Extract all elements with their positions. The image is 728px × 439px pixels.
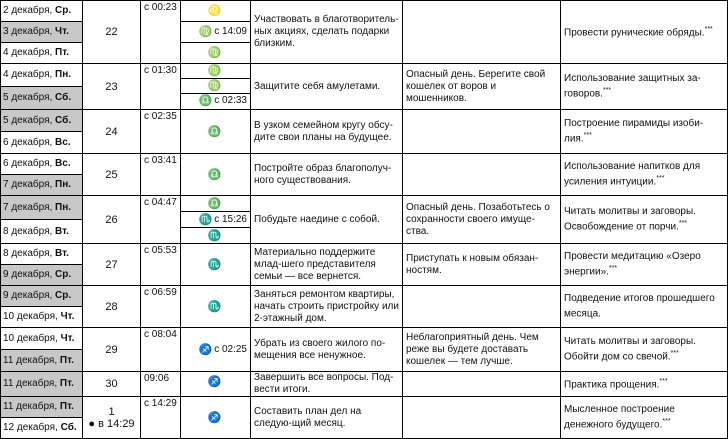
date-day: 2 декабря <box>3 5 50 16</box>
zodiac-sign-entry <box>181 286 250 327</box>
date-day: 5 декабря <box>3 114 50 126</box>
warning-text: Опасный день. Позаботьтесь о сохранности своего имуще-ства. <box>406 201 550 237</box>
zodiac-sign-entry <box>181 372 250 392</box>
date-day: 4 декабря <box>3 47 50 58</box>
date-weekday: Чт. <box>60 311 75 322</box>
lunar-day-number <box>83 397 141 439</box>
practice-cell <box>561 372 728 397</box>
zodiac-icon: ♎ <box>207 197 222 210</box>
zodiac-icon: ♏ <box>207 258 222 271</box>
warning-cell <box>403 328 561 372</box>
zodiac-icon: ♌ <box>207 5 222 17</box>
date-day: 8 декабря <box>3 225 50 237</box>
advice-text: Защитите себя амулетами. <box>254 80 381 92</box>
zodiac-icon: ♐ <box>207 376 222 388</box>
moon-sign-cell <box>181 64 251 110</box>
date-cell: 10 декабря, Чт. <box>1 307 83 328</box>
lunar-day-value: 25 <box>105 168 118 181</box>
practice-cell <box>561 110 728 154</box>
warning-cell <box>403 372 561 397</box>
sign-change-time: с 14:09 <box>214 26 247 37</box>
lunar-day-number <box>83 328 141 372</box>
date-day: 11 декабря <box>3 378 55 389</box>
warning-cell <box>403 244 561 286</box>
warning-cell <box>403 397 561 439</box>
date-cell: 9 декабря, Ср. <box>1 265 83 286</box>
table-row <box>1 1 728 22</box>
advice-cell <box>251 397 403 439</box>
practice-cell <box>561 64 728 110</box>
table-row <box>1 328 728 350</box>
lunar-day-number <box>83 154 141 196</box>
advice-text: Материально поддержите млад-шего представителя семьи — все вернется. <box>254 246 376 282</box>
date-weekday: Чт. <box>60 332 75 344</box>
date-cell: 5 декабря, Сб. <box>1 110 83 132</box>
practice-cell <box>561 154 728 196</box>
date-day: 11 декабря <box>3 354 55 366</box>
practice-text: Практика прощения. <box>564 379 660 391</box>
moon-sign-cell <box>181 154 251 196</box>
date-weekday: Вт. <box>55 248 69 259</box>
warning-cell <box>403 110 561 154</box>
advice-cell <box>251 64 403 110</box>
date-weekday: Ср. <box>55 269 72 280</box>
practice-text: Провести рунические обряды. <box>564 27 705 39</box>
zodiac-icon: ♎ <box>207 125 222 138</box>
advice-text: Завершить все вопросы. Под-вести итоги. <box>254 372 394 395</box>
warning-cell <box>403 196 561 244</box>
lunar-day-start <box>141 110 181 154</box>
advice-cell <box>251 244 403 286</box>
advice-text: Постройте образ благополуч-ного существования. <box>254 162 392 186</box>
date-weekday: Сб. <box>55 92 72 103</box>
date-day: 7 декабря <box>3 179 50 190</box>
start-time: с 01:30 <box>144 65 177 76</box>
practice-cell <box>561 196 728 244</box>
start-time: с 04:47 <box>144 197 177 208</box>
date-cell: 7 декабря, Пн. <box>1 196 83 220</box>
advice-cell <box>251 286 403 328</box>
zodiac-sign-entry <box>181 64 250 79</box>
lunar-day-number <box>83 244 141 286</box>
date-weekday: Сб. <box>55 114 72 126</box>
date-cell: 2 декабря, Ср. <box>1 1 83 22</box>
moon-sign-cell <box>181 397 251 439</box>
lunar-day-start <box>141 1 181 64</box>
moon-sign-cell <box>181 286 251 328</box>
lunar-day-value: 30 <box>105 378 118 390</box>
advice-text: В узком семейном кругу обсу-дите свои планы на будущее. <box>254 119 393 143</box>
date-cell: 9 декабря, Ср. <box>1 286 83 307</box>
moon-sign-cell <box>181 372 251 397</box>
practice-text: Подведение итогов прошедшего месяца. <box>564 292 715 320</box>
table-row <box>1 397 728 418</box>
date-cell: 4 декабря, Пн. <box>1 64 83 87</box>
moon-sign-cell <box>181 1 251 64</box>
zodiac-icon: ♏ <box>207 229 222 242</box>
lunar-day-start <box>141 328 181 372</box>
zodiac-sign-entry <box>181 79 250 94</box>
zodiac-sign-entry <box>181 196 250 212</box>
date-weekday: Вт. <box>55 225 69 237</box>
moon-sign-cell <box>181 244 251 286</box>
warning-text: Неблагоприятный день. Чем реже вы будете доставать кошелек — тем лучше. <box>406 331 539 367</box>
date-day: 10 декабря <box>3 311 56 322</box>
practice-text: Использование защитных за-говоров. <box>564 72 701 100</box>
zodiac-icon: ♍ <box>207 80 222 92</box>
zodiac-sign-entry <box>181 22 250 43</box>
table-row <box>1 196 728 220</box>
practice-text: Построение пирамиды изоби-лия. <box>564 117 704 145</box>
advice-text: Убрать из своего жилого по-мещения все ненужное. <box>254 337 386 361</box>
lunar-day-start <box>141 154 181 196</box>
start-time: 09:06 <box>144 373 170 384</box>
warning-cell <box>403 64 561 110</box>
table-row <box>1 64 728 87</box>
table-row <box>1 286 728 307</box>
date-cell: 10 декабря, Чт. <box>1 328 83 350</box>
date-weekday: Пт. <box>59 378 74 389</box>
date-weekday: Вс. <box>55 136 71 148</box>
date-weekday: Пн. <box>55 179 72 190</box>
date-day: 8 декабря <box>3 248 50 259</box>
advice-text: Заняться ремонтом квартиры, начать строить пристройку или 2-этажный дом. <box>254 288 399 324</box>
lunar-day-start <box>141 196 181 244</box>
zodiac-sign-entry <box>181 43 250 63</box>
lunar-day-number <box>83 196 141 244</box>
footnote-marker: *** <box>608 264 618 272</box>
date-cell: 6 декабря, Вс. <box>1 132 83 154</box>
lunar-day-start <box>141 64 181 110</box>
zodiac-sign-entry <box>181 1 250 22</box>
zodiac-icon: ♍ <box>207 47 222 59</box>
zodiac-icon: ♏ <box>198 213 213 226</box>
zodiac-icon: ♐ <box>198 343 213 356</box>
advice-text: Участвовать в благотворитель-ных акциях, сделать подарки близким. <box>254 14 399 49</box>
sign-change-time: с 02:25 <box>214 343 247 355</box>
date-weekday: Ср. <box>55 290 72 301</box>
date-day: 12 декабря <box>3 422 56 433</box>
date-cell: 3 декабря, Чт. <box>1 22 83 43</box>
lunar-day-number <box>83 110 141 154</box>
footnote-marker: *** <box>678 219 688 227</box>
lunar-day-number <box>83 1 141 64</box>
practice-text: Читать молитвы и заговоры. Освобождение от порчи. <box>564 205 696 233</box>
warning-cell <box>403 154 561 196</box>
lunar-day-value: 23 <box>105 80 118 93</box>
date-day: 10 декабря <box>3 332 56 344</box>
practice-text: Читать молитвы и заговоры. Обойти дом со свечой. <box>564 335 696 363</box>
date-cell: 12 декабря, Сб. <box>1 418 83 439</box>
advice-text: Побудьте наедине с собой. <box>254 213 380 225</box>
warning-cell <box>403 286 561 328</box>
lunar-day-number <box>83 286 141 328</box>
date-cell: 11 декабря, Пт. <box>1 372 83 397</box>
zodiac-sign-entry <box>181 228 250 243</box>
lunar-day-value: 1 <box>108 405 115 418</box>
advice-cell <box>251 110 403 154</box>
moon-sign-cell <box>181 196 251 244</box>
date-weekday: Вс. <box>55 158 71 169</box>
lunar-day-value: 26 <box>105 213 118 226</box>
start-time: с 02:35 <box>144 111 177 122</box>
zodiac-sign-entry <box>181 154 250 195</box>
practice-cell <box>561 328 728 372</box>
lunar-day-start <box>141 372 181 397</box>
lunar-day-value: 29 <box>105 343 118 356</box>
date-cell: 11 декабря, Пт. <box>1 397 83 418</box>
date-cell: 4 декабря, Пт. <box>1 43 83 64</box>
date-cell: 7 декабря, Пн. <box>1 175 83 196</box>
table-row <box>1 110 728 132</box>
start-time: с 14:29 <box>144 398 177 409</box>
moon-sign-cell <box>181 328 251 372</box>
date-cell: 11 декабря, Пт. <box>1 350 83 372</box>
table-row <box>1 244 728 265</box>
start-time: с 08:04 <box>144 329 177 340</box>
practice-cell <box>561 286 728 328</box>
zodiac-sign-entry <box>181 244 250 285</box>
lunar-day-start <box>141 244 181 286</box>
lunar-day-value: 27 <box>105 258 118 271</box>
date-weekday: Чт. <box>55 26 69 37</box>
advice-cell <box>251 372 403 397</box>
start-time: с 00:23 <box>144 2 177 13</box>
date-day: 11 декабря <box>3 401 55 412</box>
date-cell: 8 декабря, Вт. <box>1 220 83 244</box>
practice-text: Использование напитков для усиления интуиции. <box>564 160 701 188</box>
zodiac-sign-entry <box>181 110 250 153</box>
footnote-marker: *** <box>662 417 671 425</box>
date-day: 7 декабря <box>3 201 50 213</box>
zodiac-icon: ♍ <box>207 65 222 77</box>
lunar-day-number <box>83 372 141 397</box>
start-time: с 05:53 <box>144 245 177 256</box>
date-cell: 8 декабря, Вт. <box>1 244 83 265</box>
practice-text: Мысленное построение денежного будущего. <box>564 403 675 431</box>
lunar-day-start <box>141 397 181 439</box>
date-day: 6 декабря <box>3 136 50 148</box>
date-day: 9 декабря <box>3 269 50 280</box>
practice-cell <box>561 244 728 286</box>
footnote-marker: *** <box>656 174 665 182</box>
practice-text: Провести медитацию «Озеро энергии». <box>564 250 701 278</box>
zodiac-icon: ♎ <box>198 95 213 107</box>
start-time: с 03:41 <box>144 155 177 166</box>
date-weekday: Сб. <box>60 422 77 433</box>
footnote-marker: *** <box>670 349 679 357</box>
footnote-marker: *** <box>704 26 713 34</box>
lunar-day-value: 22 <box>105 26 118 38</box>
practice-cell <box>561 1 728 64</box>
date-cell: 6 декабря, Вс. <box>1 154 83 175</box>
zodiac-icon: ♏ <box>207 300 222 313</box>
warning-text: Приступать к новым обязан-ностям. <box>406 252 539 276</box>
date-weekday: Пн. <box>55 201 72 213</box>
footnote-marker: *** <box>602 86 612 94</box>
lunar-day-start <box>141 286 181 328</box>
lunar-day-value: 28 <box>105 300 118 313</box>
date-day: 3 декабря <box>3 26 50 37</box>
practice-cell <box>561 397 728 439</box>
date-day: 5 декабря <box>3 92 50 103</box>
sign-change-time: с 15:26 <box>214 213 247 225</box>
zodiac-sign-entry <box>181 212 250 228</box>
moon-sign-cell <box>181 110 251 154</box>
zodiac-sign-entry <box>181 328 250 371</box>
advice-cell <box>251 328 403 372</box>
date-day: 9 декабря <box>3 290 50 301</box>
date-weekday: Ср. <box>55 5 72 16</box>
date-weekday: Пн. <box>55 69 72 80</box>
date-day: 4 декабря <box>3 69 50 80</box>
zodiac-icon: ♐ <box>207 411 222 424</box>
date-weekday: Пт. <box>59 354 74 366</box>
advice-cell <box>251 196 403 244</box>
advice-cell <box>251 154 403 196</box>
zodiac-sign-entry <box>181 94 250 108</box>
zodiac-icon: ♍ <box>198 26 213 38</box>
date-day: 6 декабря <box>3 158 50 169</box>
footnote-marker: *** <box>659 378 668 386</box>
zodiac-sign-entry <box>181 397 250 438</box>
advice-cell <box>251 1 403 64</box>
lunar-day-value: 24 <box>105 125 118 138</box>
footnote-marker: *** <box>583 131 592 139</box>
warning-text: Опасный день. Берегите свой кошелек от воров и мошенников. <box>406 68 546 104</box>
lunar-day-number <box>83 64 141 110</box>
date-cell: 5 декабря, Сб. <box>1 87 83 110</box>
date-weekday: Пт. <box>59 401 74 412</box>
date-weekday: Пт. <box>55 47 70 58</box>
zodiac-icon: ♎ <box>207 168 222 181</box>
advice-text: Составить план дел на следую-щий месяц. <box>254 405 362 429</box>
sign-change-time: с 02:33 <box>214 95 247 106</box>
table-row <box>1 154 728 175</box>
warning-cell <box>403 1 561 64</box>
table-row <box>1 372 728 397</box>
new-moon-time: ● в 14:29 <box>88 417 135 430</box>
start-time: с 06:59 <box>144 287 177 298</box>
